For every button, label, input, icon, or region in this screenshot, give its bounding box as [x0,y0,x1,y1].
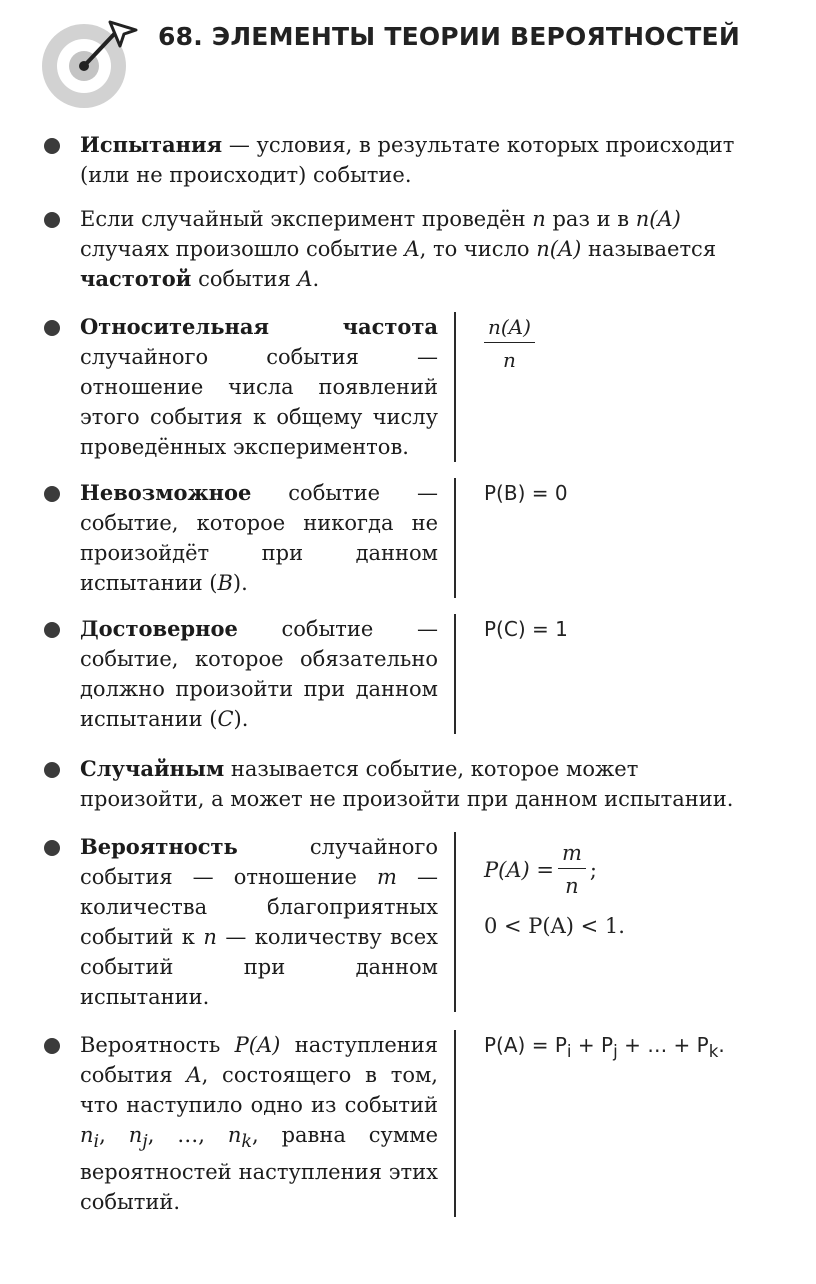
content [40,130,760,1217]
var-nA: n(A) [536,237,582,261]
page-header [0,0,816,120]
probability-description: — количества благоприятных событий к [80,865,438,949]
bullet-icon [44,622,60,638]
term-probability: Вероятность [80,834,238,859]
item-trial [40,130,760,190]
term-impossible: Невозможное [80,480,252,505]
relative-description: случайного события — отношение числа появлений этого события к общему числу проведённых экспериментов. [80,345,438,459]
certain-formula: P(C) = 1 [484,617,568,641]
fraction [558,838,586,901]
formula-end: ; [589,857,597,882]
frequency-text: называется [581,237,717,261]
frequency-text: Если случайный эксперимент проведён [80,207,533,231]
term-certain: Достоверное [80,616,238,641]
impossible-description: событие — событие, которое никогда не произойдёт при данном испытании ( [80,481,438,595]
item-certain [40,614,760,734]
formula-part: + P [571,1033,614,1057]
target-arrow-icon [40,16,140,116]
var-n: n [80,1123,94,1147]
bullet-icon [44,212,60,228]
item-probability [40,832,760,1012]
item-probability-sum [40,1030,760,1217]
sum-description: , равна сумме вероятностей наступления этих событий. [80,1123,439,1215]
random-description: называется событие, которое может произойти, а может не произойти при данном испытании. [80,757,734,811]
frequency-text: . [312,267,320,291]
var-A: A [404,237,420,261]
sum-description: , состоящего в том, что наступило одно из событий [80,1063,438,1117]
subscript: i [566,1042,572,1061]
var-C: C [217,707,234,731]
probability-formula [456,832,625,1012]
var-n: n [227,1123,242,1147]
frequency-text: события [191,267,298,291]
subscript: i [93,1132,100,1153]
impossible-end: ). [232,571,248,595]
var-A: A [297,267,313,291]
sum-text [80,1030,454,1217]
subscript: j [613,1042,618,1061]
bullet-icon [44,320,60,336]
var-nA: n(A) [635,207,681,231]
term-random: Случайным [80,756,225,781]
probability-definition-formula [484,838,625,901]
var-B: B [217,571,233,595]
term-frequency: частотой [80,266,192,291]
item-relative-frequency [40,312,760,462]
bullet-icon [44,486,60,502]
impossible-text [80,478,454,598]
var-n: n [203,925,217,949]
relative-formula [456,312,535,462]
bullet-icon [44,840,60,856]
page-title: 68. ЭЛЕМЕНТЫ ТЕОРИИ ВЕРОЯТНОСТЕЙ [158,22,740,51]
bullet-icon [44,762,60,778]
impossible-formula: P(B) = 0 [484,481,568,505]
probability-description: случайного события — отношение [80,835,438,889]
subscript: k [241,1132,253,1153]
formula-part: . [718,1033,725,1057]
fraction-denominator: n [503,348,516,372]
subscript: j [142,1132,148,1153]
sum-description: Вероятность [80,1033,235,1057]
probability-text [80,832,454,1012]
frequency-text: , то число [419,237,537,261]
trial-text: — условия, в результате которых происходит (или не происходит) событие. [80,133,735,187]
bullet-icon [44,138,60,154]
item-impossible [40,478,760,598]
formula-part: + … + P [617,1033,709,1057]
certain-end: ). [233,707,249,731]
term-relative-frequency: Относительная частота [80,314,438,339]
formula-part: P(A) = P [484,1033,567,1057]
formula-lhs: P(A) = [484,857,554,882]
separator: , …, [147,1123,228,1147]
term-trial: Испытания [80,132,223,157]
probability-description: — количеству всех событий при данном испытании. [80,925,438,1009]
relative-text [80,312,454,462]
fraction-numerator: m [558,838,586,869]
certain-description: событие — событие, которое обязательно должно произойти при данном испытании ( [80,617,438,731]
var-n: n [532,207,546,231]
subscript: k [708,1042,719,1061]
separator: , [99,1123,129,1147]
var-A: A [186,1063,202,1087]
var-PA: P(A) [234,1033,281,1057]
sum-description: наступления события [80,1033,438,1087]
probability-inequality: 0 < P(A) < 1. [484,914,625,938]
var-n: n [128,1123,143,1147]
fraction-numerator: n(A) [484,312,535,343]
frequency-text: случаях произошло событие [80,237,405,261]
certain-text [80,614,454,734]
item-frequency [40,204,760,294]
fraction [484,312,535,375]
bullet-icon [44,1038,60,1054]
item-random [40,754,760,814]
frequency-text: раз и в [545,207,636,231]
sum-formula [456,1030,725,1217]
fraction-denominator: n [565,874,579,898]
var-m: m [377,865,397,889]
